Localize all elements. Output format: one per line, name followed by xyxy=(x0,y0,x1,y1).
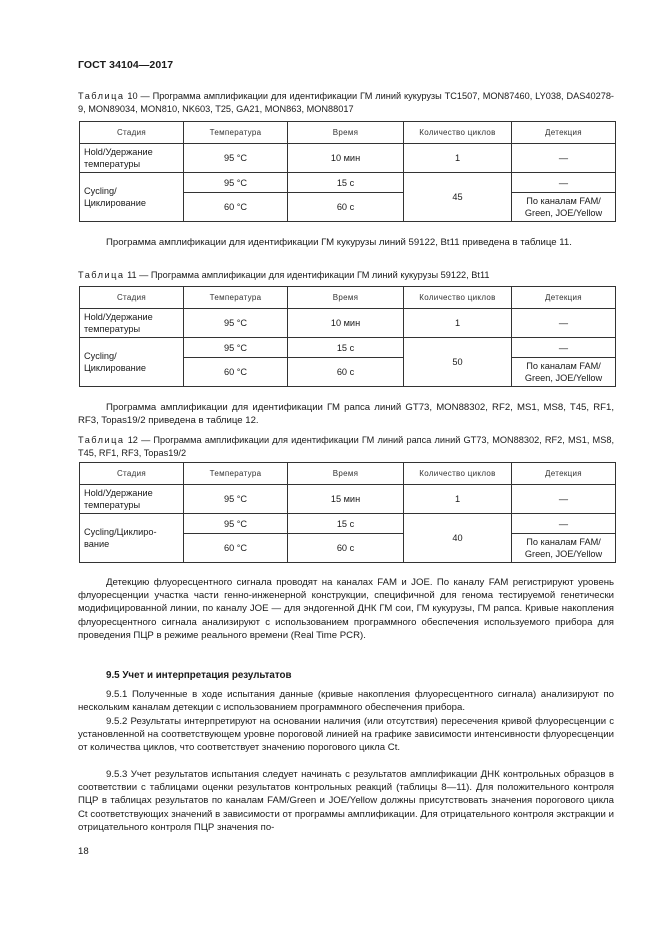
table-12 xyxy=(79,462,616,563)
table-header-row xyxy=(80,122,616,144)
paragraph-text: Программа амплификации для идентификации ГМ рапса линий GT73, MON88302, RF2, MS1, MS8, T45, RF1, RF3, Topas19/2 приведена в таблице 12. xyxy=(78,402,614,427)
table10-caption-text: 10 — Программа амплификации для идентификации ГМ линий кукурузы TC1507, MON87460, LY038, DAS40278-9, MON89034, MON810, NK603, T25, GA21, MON863, MON88017 xyxy=(78,91,614,114)
table-header-row xyxy=(80,463,616,485)
document-header: ГОСТ 34104—2017 xyxy=(78,59,174,71)
cell-detection: — xyxy=(512,309,616,338)
cell-time: 60 с xyxy=(288,358,404,387)
table-header-row xyxy=(80,287,616,309)
cell-temperature: 60 °C xyxy=(184,534,288,563)
cell-time: 15 с xyxy=(288,173,404,193)
table11-caption-text: 11 — Программа амплификации для идентификации ГМ линий кукурузы 59122, Bt11 xyxy=(124,270,490,280)
cell-time: 15 с xyxy=(288,514,404,534)
cell-detection: — xyxy=(512,514,616,534)
cell-detection: — xyxy=(512,485,616,514)
paragraph-text: 9.5.1 Полученные в ходе испытания данные (кривые накопления флуоресцентного сигнала) анализируют по нескольким каналам детекции с использованием программного обеспечения прибора. xyxy=(78,689,614,714)
table-row xyxy=(80,309,616,338)
col-header-time: Время xyxy=(288,463,404,485)
cell-temperature: 95 °C xyxy=(184,338,288,358)
table10-caption xyxy=(78,90,614,115)
cell-time: 60 с xyxy=(288,534,404,563)
cell-time: 15 с xyxy=(288,338,404,358)
paragraph-text: Детекцию флуоресцентного сигнала проводят на каналах FAM и JOE. По каналу FAM регистрируют уровень флуоресценции участка части генно-инженерной конструкции, специфичной для генома тестируемой генетически модифицированной линии, по каналу JOE — для эндогенной ДНК ГМ сои, ГМ кукурузы, ГМ рапса. Кривые накопления флуоресцентного сигнала анализируют с использованием программного обеспечения используемого прибора для проведения ПЦР в режиме реального времени (Real Time PCR). xyxy=(78,577,614,641)
paragraph-text: 9.5.2 Результаты интерпретируют на основании наличия (или отсутствия) пересечения кривой флуоресценции с установленной на соответствующем уровне пороговой линией на графике зависимости интенсивности флуоресценции от количества циклов, что соответствует значению порогового цикла Ct. xyxy=(78,716,614,754)
col-header-stage: Стадия xyxy=(80,463,184,485)
cell-time: 10 мин xyxy=(288,144,404,173)
cell-temperature: 95 °C xyxy=(184,144,288,173)
cell-stage: Cycling/ Циклирование xyxy=(80,173,184,222)
cell-detection: — xyxy=(512,173,616,193)
cell-time: 10 мин xyxy=(288,309,404,338)
cell-cycles: 1 xyxy=(404,485,512,514)
cell-cycles: 40 xyxy=(404,514,512,563)
col-header-cycles: Количество циклов xyxy=(404,463,512,485)
paragraph-9-5-2 xyxy=(78,715,614,755)
col-header-detection: Детекция xyxy=(512,122,616,144)
col-header-temperature: Температура xyxy=(184,287,288,309)
cell-stage: Hold/Удержание температуры xyxy=(80,485,184,514)
cell-time: 60 с xyxy=(288,193,404,222)
cell-cycles: 1 xyxy=(404,309,512,338)
cell-detection: По каналам FAM/ Green, JOE/Yellow xyxy=(512,534,616,563)
table-row xyxy=(80,144,616,173)
cell-stage: Hold/Удержание температуры xyxy=(80,144,184,173)
table12-caption-text: 12 — Программа амплификации для идентификации ГМ линий рапса линий GT73, MON88302, RF2, MS1, MS8, T45, RF1, RF3, Topas19/2 xyxy=(78,435,614,458)
col-header-time: Время xyxy=(288,122,404,144)
cell-detection: — xyxy=(512,144,616,173)
cell-stage: Cycling/Циклиро- вание xyxy=(80,514,184,563)
col-header-temperature: Температура xyxy=(184,463,288,485)
col-header-stage: Стадия xyxy=(80,122,184,144)
cell-time: 15 мин xyxy=(288,485,404,514)
paragraph-text: 9.5.3 Учет результатов испытания следует начинать с результатов амплификации ДНК контрольных образцов в соответствии с таблицами оценки результатов контрольных реакций (таблицы 8—11). Для положительного контроля ПЦР в таблицах результатов по каналам FAM/Green и JOE/Yellow должны присутствовать значения порогового цикла Ct соответствующих значений в зависимости от программы амплификации. Для отрицательного контроля экстракции и отрицательного контроля ПЦР значения по- xyxy=(78,769,614,833)
table12-caption-prefix: Таблица xyxy=(78,435,125,445)
col-header-stage: Стадия xyxy=(80,287,184,309)
paragraph-table11-ref xyxy=(78,236,614,249)
table-11 xyxy=(79,286,616,387)
col-header-cycles: Количество циклов xyxy=(404,287,512,309)
cell-temperature: 60 °C xyxy=(184,193,288,222)
cell-stage: Hold/Удержание температуры xyxy=(80,309,184,338)
cell-temperature: 95 °C xyxy=(184,173,288,193)
table-row xyxy=(80,338,616,358)
paragraph-detection xyxy=(78,576,614,642)
col-header-cycles: Количество циклов xyxy=(404,122,512,144)
table11-caption xyxy=(78,269,614,282)
cell-detection: — xyxy=(512,338,616,358)
cell-cycles: 45 xyxy=(404,173,512,222)
cell-detection: По каналам FAM/ Green, JOE/Yellow xyxy=(512,358,616,387)
table12-caption xyxy=(78,434,614,459)
table-10 xyxy=(79,121,616,222)
paragraph-text: Программа амплификации для идентификации ГМ кукурузы линий 59122, Bt11 приведена в таблице 11. xyxy=(106,237,572,248)
cell-temperature: 60 °C xyxy=(184,358,288,387)
table10-caption-prefix: Таблица xyxy=(78,91,125,101)
page-number: 18 xyxy=(78,846,89,857)
section-title: 9.5 Учет и интерпретация результатов xyxy=(106,670,292,681)
table11-caption-prefix: Таблица xyxy=(78,270,125,280)
col-header-detection: Детекция xyxy=(512,287,616,309)
cell-detection: По каналам FAM/ Green, JOE/Yellow xyxy=(512,193,616,222)
paragraph-table12-ref xyxy=(78,401,614,427)
paragraph-9-5-1 xyxy=(78,688,614,714)
cell-cycles: 1 xyxy=(404,144,512,173)
col-header-time: Время xyxy=(288,287,404,309)
paragraph-9-5-3 xyxy=(78,768,614,834)
cell-temperature: 95 °C xyxy=(184,309,288,338)
cell-temperature: 95 °C xyxy=(184,485,288,514)
cell-cycles: 50 xyxy=(404,338,512,387)
cell-stage: Cycling/ Циклирование xyxy=(80,338,184,387)
table-row xyxy=(80,173,616,193)
table-row xyxy=(80,514,616,534)
table-row xyxy=(80,485,616,514)
cell-temperature: 95 °C xyxy=(184,514,288,534)
col-header-temperature: Температура xyxy=(184,122,288,144)
col-header-detection: Детекция xyxy=(512,463,616,485)
